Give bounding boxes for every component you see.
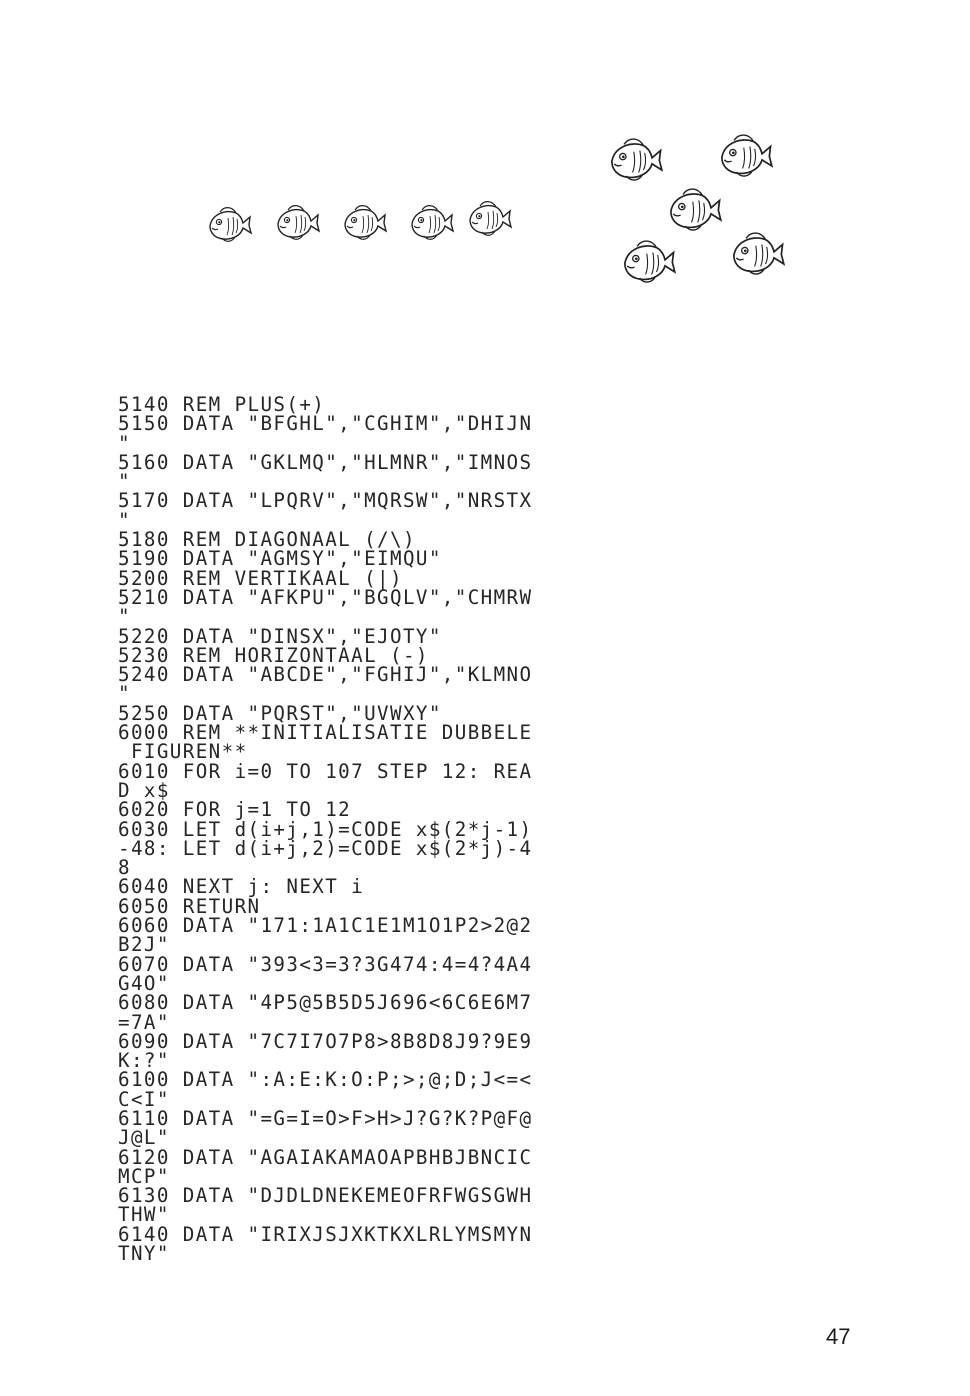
fish-icon [274, 202, 320, 242]
code-line: " [118, 682, 131, 706]
code-line: TNY" [118, 1242, 170, 1266]
code-line: 6120 DATA "AGAIAKAMAOAPBHBJBNCIC [118, 1145, 533, 1169]
code-line: 8 [118, 856, 131, 880]
fish-icon [408, 202, 454, 242]
code-line: 5210 DATA "AFKPU","BGQLV","CHMRW [118, 585, 533, 609]
code-line: C<I" [118, 1087, 170, 1111]
code-line: 6060 DATA "171:1A1C1E1M1O1P2>2@2 [118, 914, 533, 938]
code-line: 6140 DATA "IRIXJSJXKTKXLRLYMSMYN [118, 1222, 533, 1246]
fish-icon [341, 202, 387, 242]
code-line: G4O" [118, 971, 170, 995]
code-line: 6070 DATA "393<3=3?3G474:4=4?4A4 [118, 952, 533, 976]
code-line: 5200 REM VERTIKAAL (|) [118, 566, 403, 590]
code-line: THW" [118, 1203, 170, 1227]
code-line: -48: LET d(i+j,2)=CODE x$(2*j)-4 [118, 836, 533, 860]
code-line: MCP" [118, 1164, 170, 1188]
fish-icon [466, 198, 512, 238]
code-line: 6110 DATA "=G=I=O>F>H>J?G?K?P@F@ [118, 1106, 533, 1130]
code-line: " [118, 431, 131, 455]
code-line: 5250 DATA "PQRST","UVWXY" [118, 701, 442, 725]
fish-icon [717, 130, 773, 180]
code-line: 6100 DATA ":A:E:K:O:P;>;@;D;J<=< [118, 1068, 533, 1092]
code-line: 6020 FOR j=1 TO 12 [118, 798, 352, 822]
code-line: " [118, 605, 131, 629]
fish-icon [729, 228, 785, 278]
fish-icon [607, 134, 663, 184]
code-line: 6010 FOR i=0 TO 107 STEP 12: REA [118, 759, 533, 783]
code-line: " [118, 470, 131, 494]
fish-icon [620, 236, 676, 286]
code-line: 6030 LET d(i+j,1)=CODE x$(2*j-1) [118, 817, 533, 841]
code-line: 5170 DATA "LPQRV","MQRSW","NRSTX [118, 489, 533, 513]
code-line: FIGUREN** [118, 740, 248, 764]
code-line: J@L" [118, 1126, 170, 1150]
code-line: 6050 RETURN [118, 894, 261, 918]
code-line: 5140 REM PLUS(+) [118, 393, 326, 416]
code-line: K:?" [118, 1049, 170, 1073]
fish-icon [666, 184, 722, 234]
code-line: 5190 DATA "AGMSY","EIMQU" [118, 547, 442, 571]
code-line: 6040 NEXT j: NEXT i [118, 875, 365, 899]
basic-program-listing [118, 393, 638, 1266]
code-line: 5160 DATA "GKLMQ","HLMNR","IMNOS [118, 450, 533, 474]
code-line: 5240 DATA "ABCDE","FGHIJ","KLMNO [118, 663, 533, 687]
code-line: D x$ [118, 778, 170, 802]
code-line: B2J" [118, 933, 170, 957]
code-line: 5180 REM DIAGONAAL (/\) [118, 528, 416, 552]
code-line: =7A" [118, 1010, 170, 1034]
code-line: 6000 REM **INITIALISATIE DUBBELE [118, 721, 533, 745]
page-number: 47 [826, 1324, 851, 1349]
code-line: 6130 DATA "DJDLDNEKEMEOFRFWGSGWH [118, 1184, 533, 1208]
code-line: 6080 DATA "4P5@5B5D5J696<6C6E6M7 [118, 991, 533, 1015]
code-line: 6090 DATA "7C7I7O7P8>8B8D8J9?9E9 [118, 1029, 533, 1053]
code-line: 5220 DATA "DINSX","EJOTY" [118, 624, 442, 648]
code-line: 5230 REM HORIZONTAAL (-) [118, 643, 429, 667]
code-line: 5150 DATA "BFGHL","CGHIM","DHIJN [118, 412, 533, 436]
fish-icon [206, 204, 252, 244]
code-line: " [118, 508, 131, 532]
